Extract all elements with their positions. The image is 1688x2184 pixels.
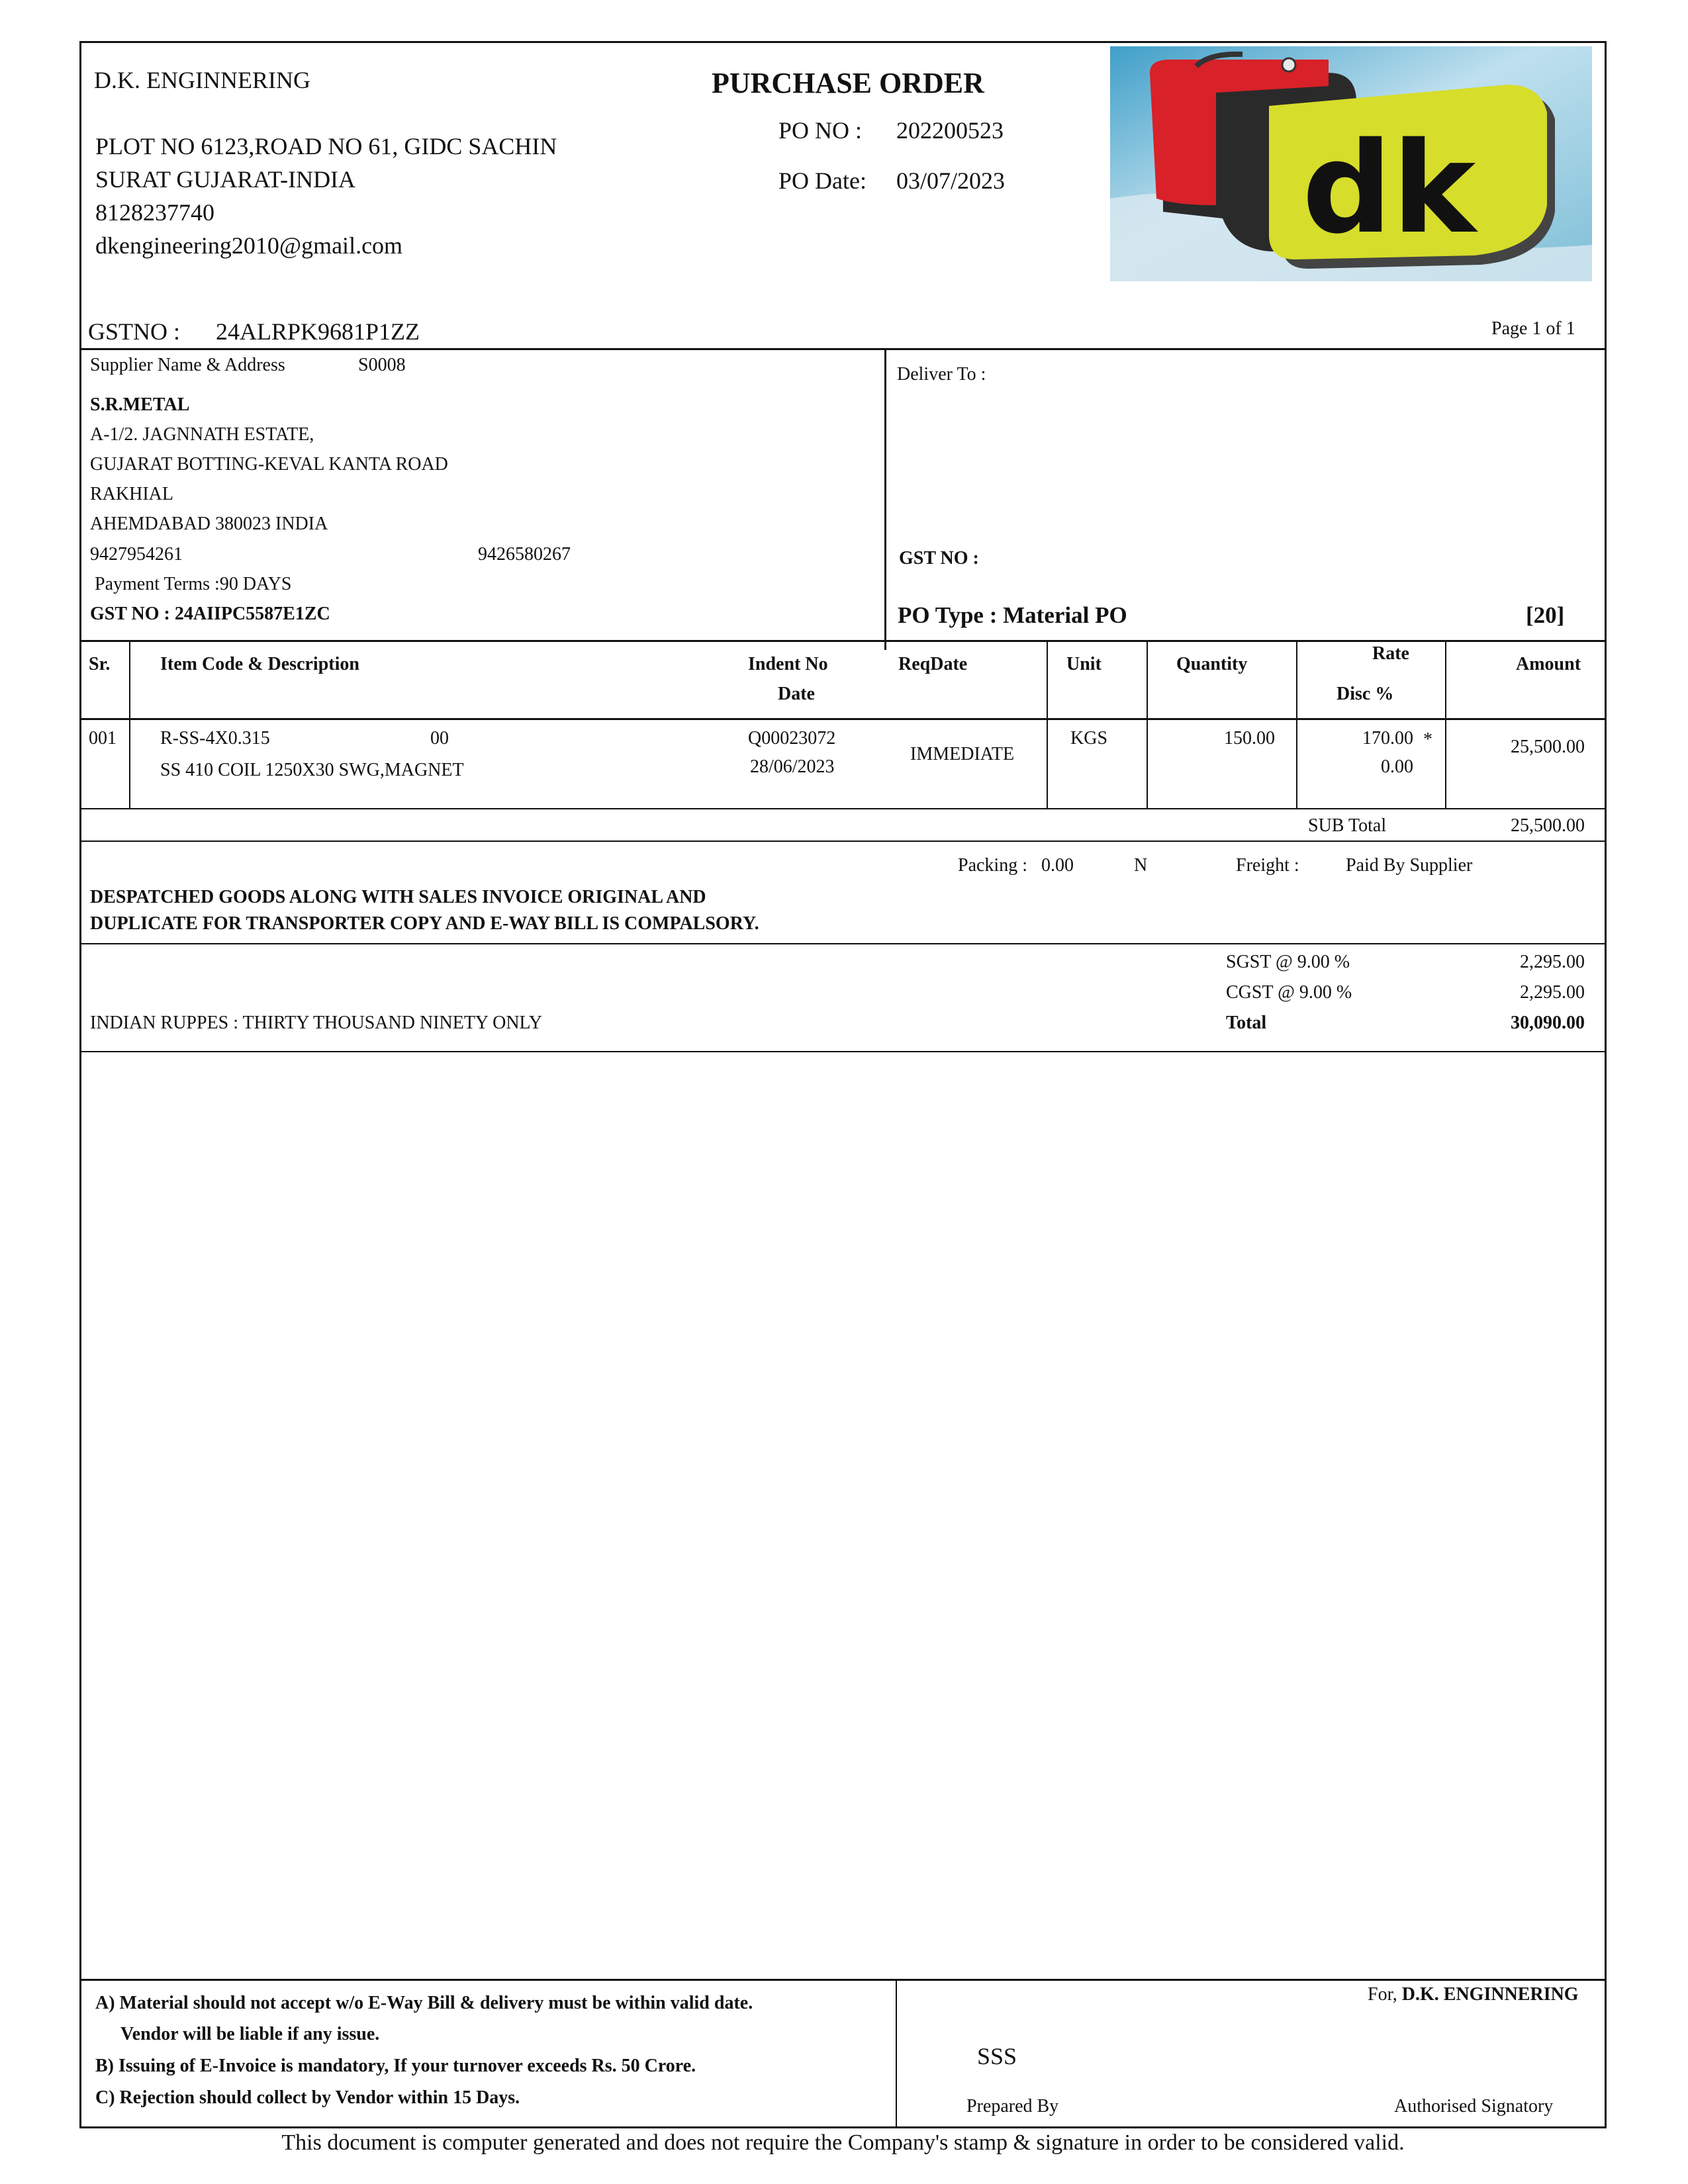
term-a-line1: A) Material should not accept w/o E-Way Bill & delivery must be within valid date. [95, 1993, 753, 2013]
row-item-code-suffix: 00 [430, 728, 449, 749]
term-b: B) Issuing of E-Invoice is mandatory, If your turnover exceeds Rs. 50 Crore. [95, 2056, 696, 2076]
supplier-payment-terms: Payment Terms :90 DAYS [95, 574, 292, 594]
page-indicator: Page 1 of 1 [1491, 318, 1575, 339]
for-company-name: D.K. ENGINNERING [1401, 1984, 1579, 2005]
row-disc: 0.00 [1381, 756, 1413, 777]
company-address-line1: PLOT NO 6123,ROAD NO 61, GIDC SACHIN [95, 133, 557, 159]
row-indent-no: Q00023072 [748, 728, 836, 749]
logo-text: dk [1302, 115, 1476, 261]
freight-label: Freight : [1236, 855, 1299, 876]
prepared-by-label: Prepared By [966, 2096, 1059, 2116]
po-date-value: 03/07/2023 [896, 167, 1006, 194]
supplier-heading: Supplier Name & Address [90, 355, 285, 375]
po-number-label: PO NO : [778, 117, 863, 144]
amount-in-words: INDIAN RUPPES : THIRTY THOUSAND NINETY ONLY [90, 1013, 543, 1033]
company-gst-label: GSTNO : [88, 318, 181, 345]
total-label: Total [1226, 1013, 1267, 1033]
row-indent-date: 28/06/2023 [750, 756, 835, 777]
deliver-gst-label: GST NO : [899, 548, 979, 569]
sgst-label: SGST @ 9.00 % [1226, 952, 1350, 972]
supplier-address-line1: A-1/2. JAGNNATH ESTATE, [90, 424, 314, 445]
po-date-label: PO Date: [778, 167, 867, 194]
supplier-gst: GST NO : 24AIIPC5587E1ZC [90, 604, 330, 624]
sgst-value: 2,295.00 [1520, 952, 1585, 972]
company-phone: 8128237740 [95, 199, 214, 226]
col-unit: Unit [1066, 654, 1102, 674]
supplier-name: S.R.METAL [90, 394, 190, 415]
cgst-label: CGST @ 9.00 % [1226, 982, 1352, 1003]
company-address-line2: SURAT GUJARAT-INDIA [95, 166, 356, 193]
dispatch-note-line2: DUPLICATE FOR TRANSPORTER COPY AND E-WAY BILL IS COMPALSORY. [90, 913, 759, 934]
cgst-value: 2,295.00 [1520, 982, 1585, 1003]
supplier-address-line2: GUJARAT BOTTING-KEVAL KANTA ROAD [90, 454, 448, 475]
term-c: C) Rejection should collect by Vendor within 15 Days. [95, 2087, 520, 2108]
deliver-to-label: Deliver To : [897, 364, 986, 385]
row-reqdate: IMMEDIATE [910, 744, 1015, 764]
packing-value: 0.00 [1041, 855, 1074, 876]
freight-value: Paid By Supplier [1346, 855, 1473, 876]
col-indent-date: Date [778, 684, 815, 704]
packing-label: Packing : [958, 855, 1027, 876]
row-rate: 170.00 [1362, 728, 1413, 749]
col-indent-no: Indent No [748, 654, 828, 674]
for-company [1368, 1984, 1579, 2005]
for-prefix: For, [1368, 1984, 1402, 2005]
supplier-phone1: 9427954261 [90, 544, 183, 565]
row-sr: 001 [89, 728, 117, 749]
company-gst-value: 24ALRPK9681P1ZZ [216, 318, 420, 345]
po-type: PO Type : Material PO [898, 602, 1127, 628]
po-type-code: [20] [1526, 602, 1565, 628]
row-item-description: SS 410 COIL 1250X30 SWG,MAGNET [160, 760, 464, 780]
supplier-address-line4: AHEMDABAD 380023 INDIA [90, 514, 328, 534]
col-amount: Amount [1516, 654, 1581, 674]
row-item-code: R-SS-4X0.315 [160, 728, 270, 749]
row-amount: 25,500.00 [1511, 737, 1585, 757]
company-email: dkengineering2010@gmail.com [95, 232, 403, 259]
po-number-value: 202200523 [896, 117, 1004, 144]
page-title: PURCHASE ORDER [712, 67, 984, 99]
col-disc: Disc % [1336, 684, 1394, 704]
dispatch-note-line1: DESPATCHED GOODS ALONG WITH SALES INVOICE ORIGINAL AND [90, 887, 706, 907]
subtotal-label: SUB Total [1308, 815, 1387, 836]
authorised-signatory-label: Authorised Signatory [1394, 2096, 1554, 2116]
supplier-phone2: 9426580267 [478, 544, 571, 565]
company-name: D.K. ENGINNERING [94, 67, 310, 93]
row-rate-mark: * [1423, 729, 1432, 750]
col-rate: Rate [1372, 643, 1409, 664]
packing-flag: N [1134, 855, 1148, 876]
col-reqdate: ReqDate [898, 654, 968, 674]
col-sr: Sr. [89, 654, 111, 674]
company-logo [1110, 46, 1592, 281]
subtotal-value: 25,500.00 [1511, 815, 1585, 836]
term-a-line2: Vendor will be liable if any issue. [120, 2024, 380, 2044]
row-unit: KGS [1070, 728, 1108, 749]
prepared-initials: SSS [977, 2043, 1017, 2070]
supplier-code: S0008 [358, 355, 406, 375]
col-item: Item Code & Description [160, 654, 359, 674]
total-value: 30,090.00 [1511, 1013, 1585, 1033]
col-quantity: Quantity [1176, 654, 1248, 674]
footer-disclaimer: This document is computer generated and does not require the Company's stamp & signature in order to be considered valid. [281, 2130, 1405, 2155]
supplier-address-line3: RAKHIAL [90, 484, 173, 504]
row-quantity: 150.00 [1224, 728, 1275, 749]
